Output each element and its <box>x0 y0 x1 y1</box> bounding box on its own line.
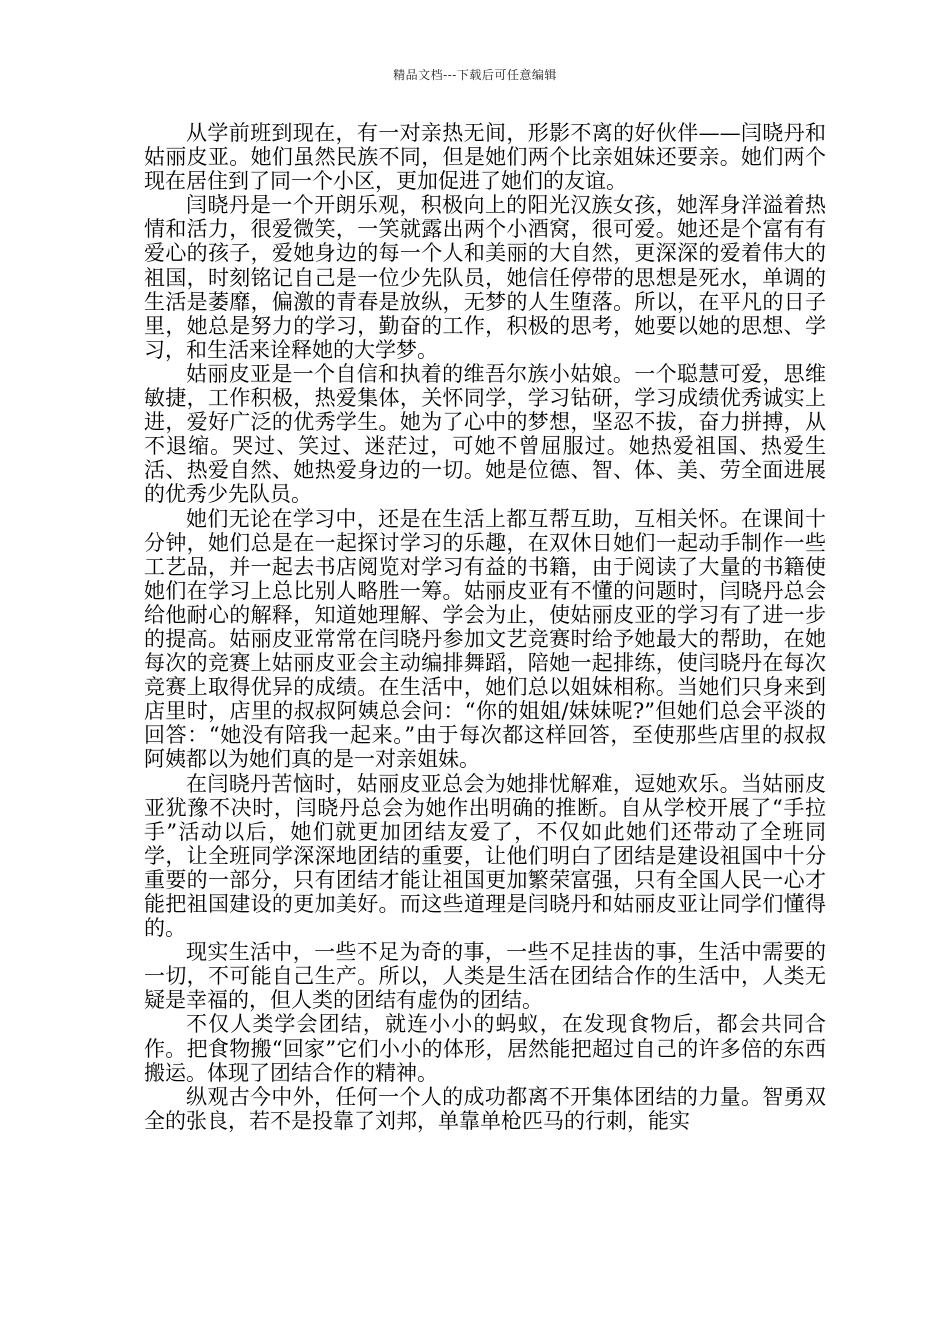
article-body <box>144 121 826 1133</box>
paragraph: 纵观古今中外，任何一个人的成功都离不开集体团结的力量。智勇双全的张良，若不是投靠了刘邦，单靠单枪匹马的行刺，能实 <box>144 1084 826 1133</box>
paragraph: 闫晓丹是一个开朗乐观，积极向上的阳光汉族女孩，她浑身洋溢着热情和活力，很爱微笑，一笑就露出两个小酒窝，很可爱。她还是个富有有爱心的孩子，爱她身边的每一个人和美丽的大自然，更深深的爱着伟大的祖国，时刻铭记自己是一位少先队员，她信任停带的思想是死水，单调的生活是萎靡，偏激的青春是放纵，无梦的人生堕落。所以，在平凡的日子里，她总是努力的学习，勤奋的工作，积极的思考，她要以她的思想、学习，和生活来诠释她的大学梦。 <box>144 193 826 362</box>
paragraph: 在闫晓丹苦恼时，姑丽皮亚总会为她排忧解难，逗她欢乐。当姑丽皮亚犹豫不决时，闫晓丹总会为她作出明确的推断。自从学校开展了“手拉手”活动以后，她们就更加团结友爱了，不仅如此她们还带动了全班同学，让全班同学深深地团结的重要，让他们明白了团结是建设祖国中十分重要的一部分，只有团结才能让祖国更加繁荣富强，只有全国人民一心才能把祖国建设的更加美好。而这些道理是闫晓丹和姑丽皮亚让同学们懂得的。 <box>144 771 826 941</box>
paragraph: 她们无论在学习中，还是在生活上都互帮互助，互相关怀。在课间十分钟，她们总是在一起探讨学习的乐趣，在双休日她们一起动手制作一些工艺品，并一起去书店阅览对学习有益的书籍，由于阅读了大量的书籍使她们在学习上总比别人略胜一筹。姑丽皮亚有不懂的问题时，闫晓丹总会给他耐心的解释，知道她理解、学会为止，使姑丽皮亚的学习有了进一步的提高。姑丽皮亚常常在闫晓丹参加文艺竞赛时给予她最大的帮助，在她每次的竞赛上姑丽皮亚会主动编排舞蹈，陪她一起排练，使闫晓丹在每次竞赛上取得优异的成绩。在生活中，她们总以姐妹相称。当她们只身来到店里时，店里的叔叔阿姨总会问：“你的姐姐/妹妹呢?”但她们总会平淡的回答：“她没有陪我一起来。”由于每次都这样回答，至使那些店里的叔叔阿姨都以为她们真的是一对亲姐妹。 <box>144 506 826 772</box>
paragraph: 不仅人类学会团结，就连小小的蚂蚁，在发现食物后，都会共同合作。把食物搬“回家”它们小小的体形，居然能把超过自己的许多倍的东西搬运。体现了团结合作的精神。 <box>144 1012 826 1085</box>
paragraph: 从学前班到现在，有一对亲热无间，形影不离的好伙伴——闫晓丹和姑丽皮亚。她们虽然民族不同，但是她们两个比亲姐妹还要亲。她们两个现在居住到了同一个小区，更加促进了她们的友谊。 <box>144 121 826 194</box>
paragraph: 姑丽皮亚是一个自信和执着的维吾尔族小姑娘。一个聪慧可爱，思维敏捷，工作积极，热爱集体，关怀同学，学习钻研，学习成绩优秀诚实上进，爱好广泛的优秀学生。她为了心中的梦想，坚忍不拔，奋力拼搏，从不退缩。哭过、笑过、迷茫过，可她不曾屈服过。她热爱祖国、热爱生活、热爱自然、她热爱身边的一切。她是位德、智、体、美、劳全面进展的优秀少先队员。 <box>144 361 826 507</box>
paragraph: 现实生活中，一些不足为奇的事，一些不足挂齿的事，生活中需要的一切，不可能自己生产。所以，人类是生活在团结合作的生活中，人类无疑是幸福的，但人类的团结有虚伪的团结。 <box>144 940 826 1013</box>
page-header: 精品文档---下载后可任意编辑 <box>393 68 557 82</box>
